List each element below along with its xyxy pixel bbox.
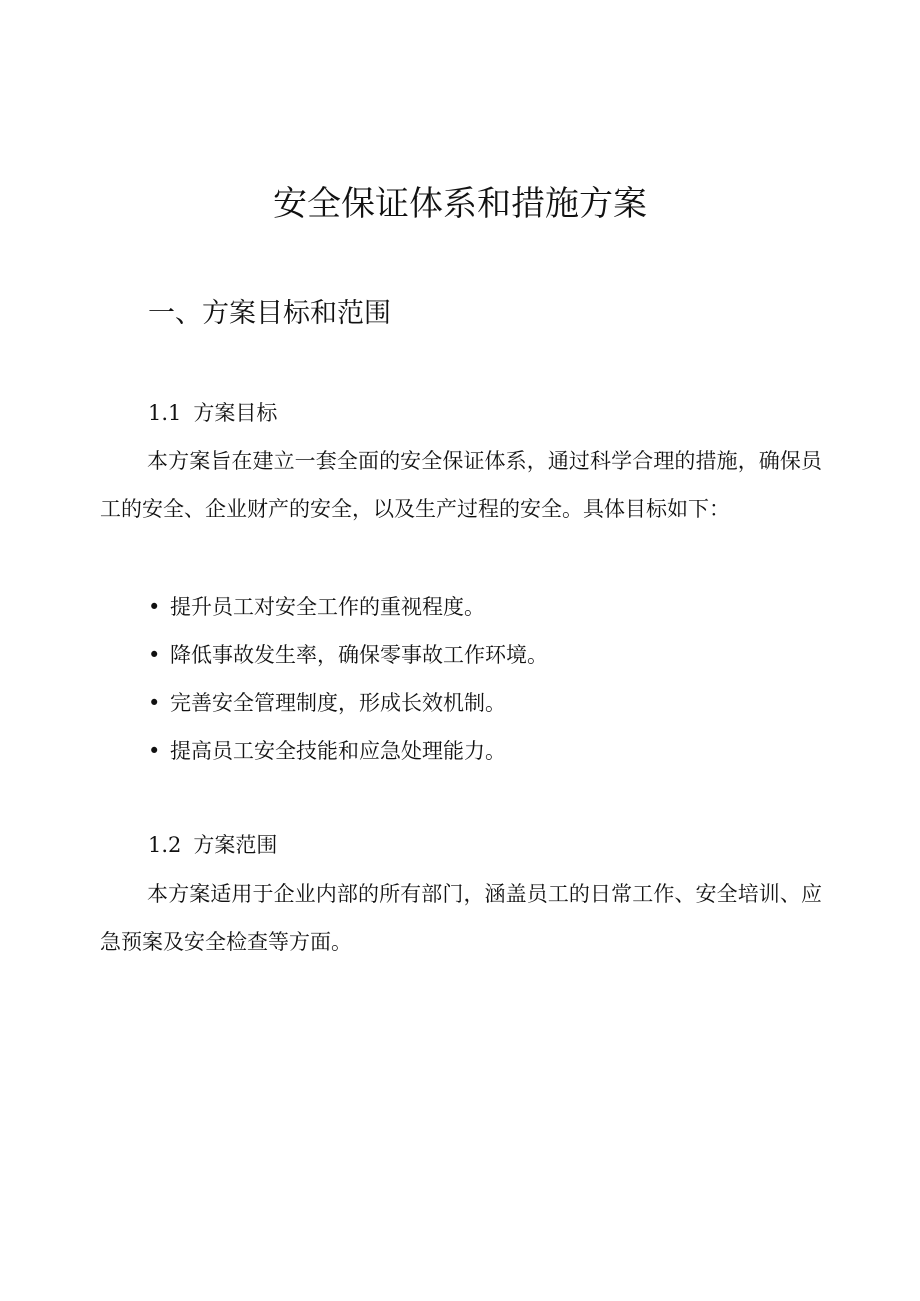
goal-list <box>148 583 548 775</box>
bullet-icon: • <box>148 643 161 667</box>
bullet-icon: • <box>148 595 161 619</box>
list-item: • 提高员工安全技能和应急处理能力。 <box>148 727 548 775</box>
document-title: 安全保证体系和措施方案 <box>273 184 647 224</box>
goal-paragraph: 本方案旨在建立一套全面的安全保证体系，通过科学合理的措施，确保员工的安全、企业财产的安全，以及生产过程的安全。具体目标如下： <box>100 449 822 521</box>
list-item: • 降低事故发生率，确保零事故工作环境。 <box>148 631 548 679</box>
scope-paragraph: 本方案适用于企业内部的所有部门，涵盖员工的日常工作、安全培训、应急预案及安全检查等方面。 <box>100 882 822 954</box>
subsection-number: 1.2 <box>148 833 182 857</box>
section-heading-1: 一、方案目标和范围 <box>148 298 391 329</box>
list-item: • 提升员工对安全工作的重视程度。 <box>148 583 548 631</box>
subsection-number: 1.1 <box>148 401 182 425</box>
bullet-icon: • <box>148 691 161 715</box>
list-item: • 完善安全管理制度，形成长效机制。 <box>148 679 548 727</box>
subsection-heading-1-2 <box>148 828 277 862</box>
subsection-title: 方案目标 <box>193 401 278 425</box>
subsection-title: 方案范围 <box>193 833 278 857</box>
subsection-heading-1-1 <box>148 396 277 430</box>
bullet-icon: • <box>148 739 161 763</box>
